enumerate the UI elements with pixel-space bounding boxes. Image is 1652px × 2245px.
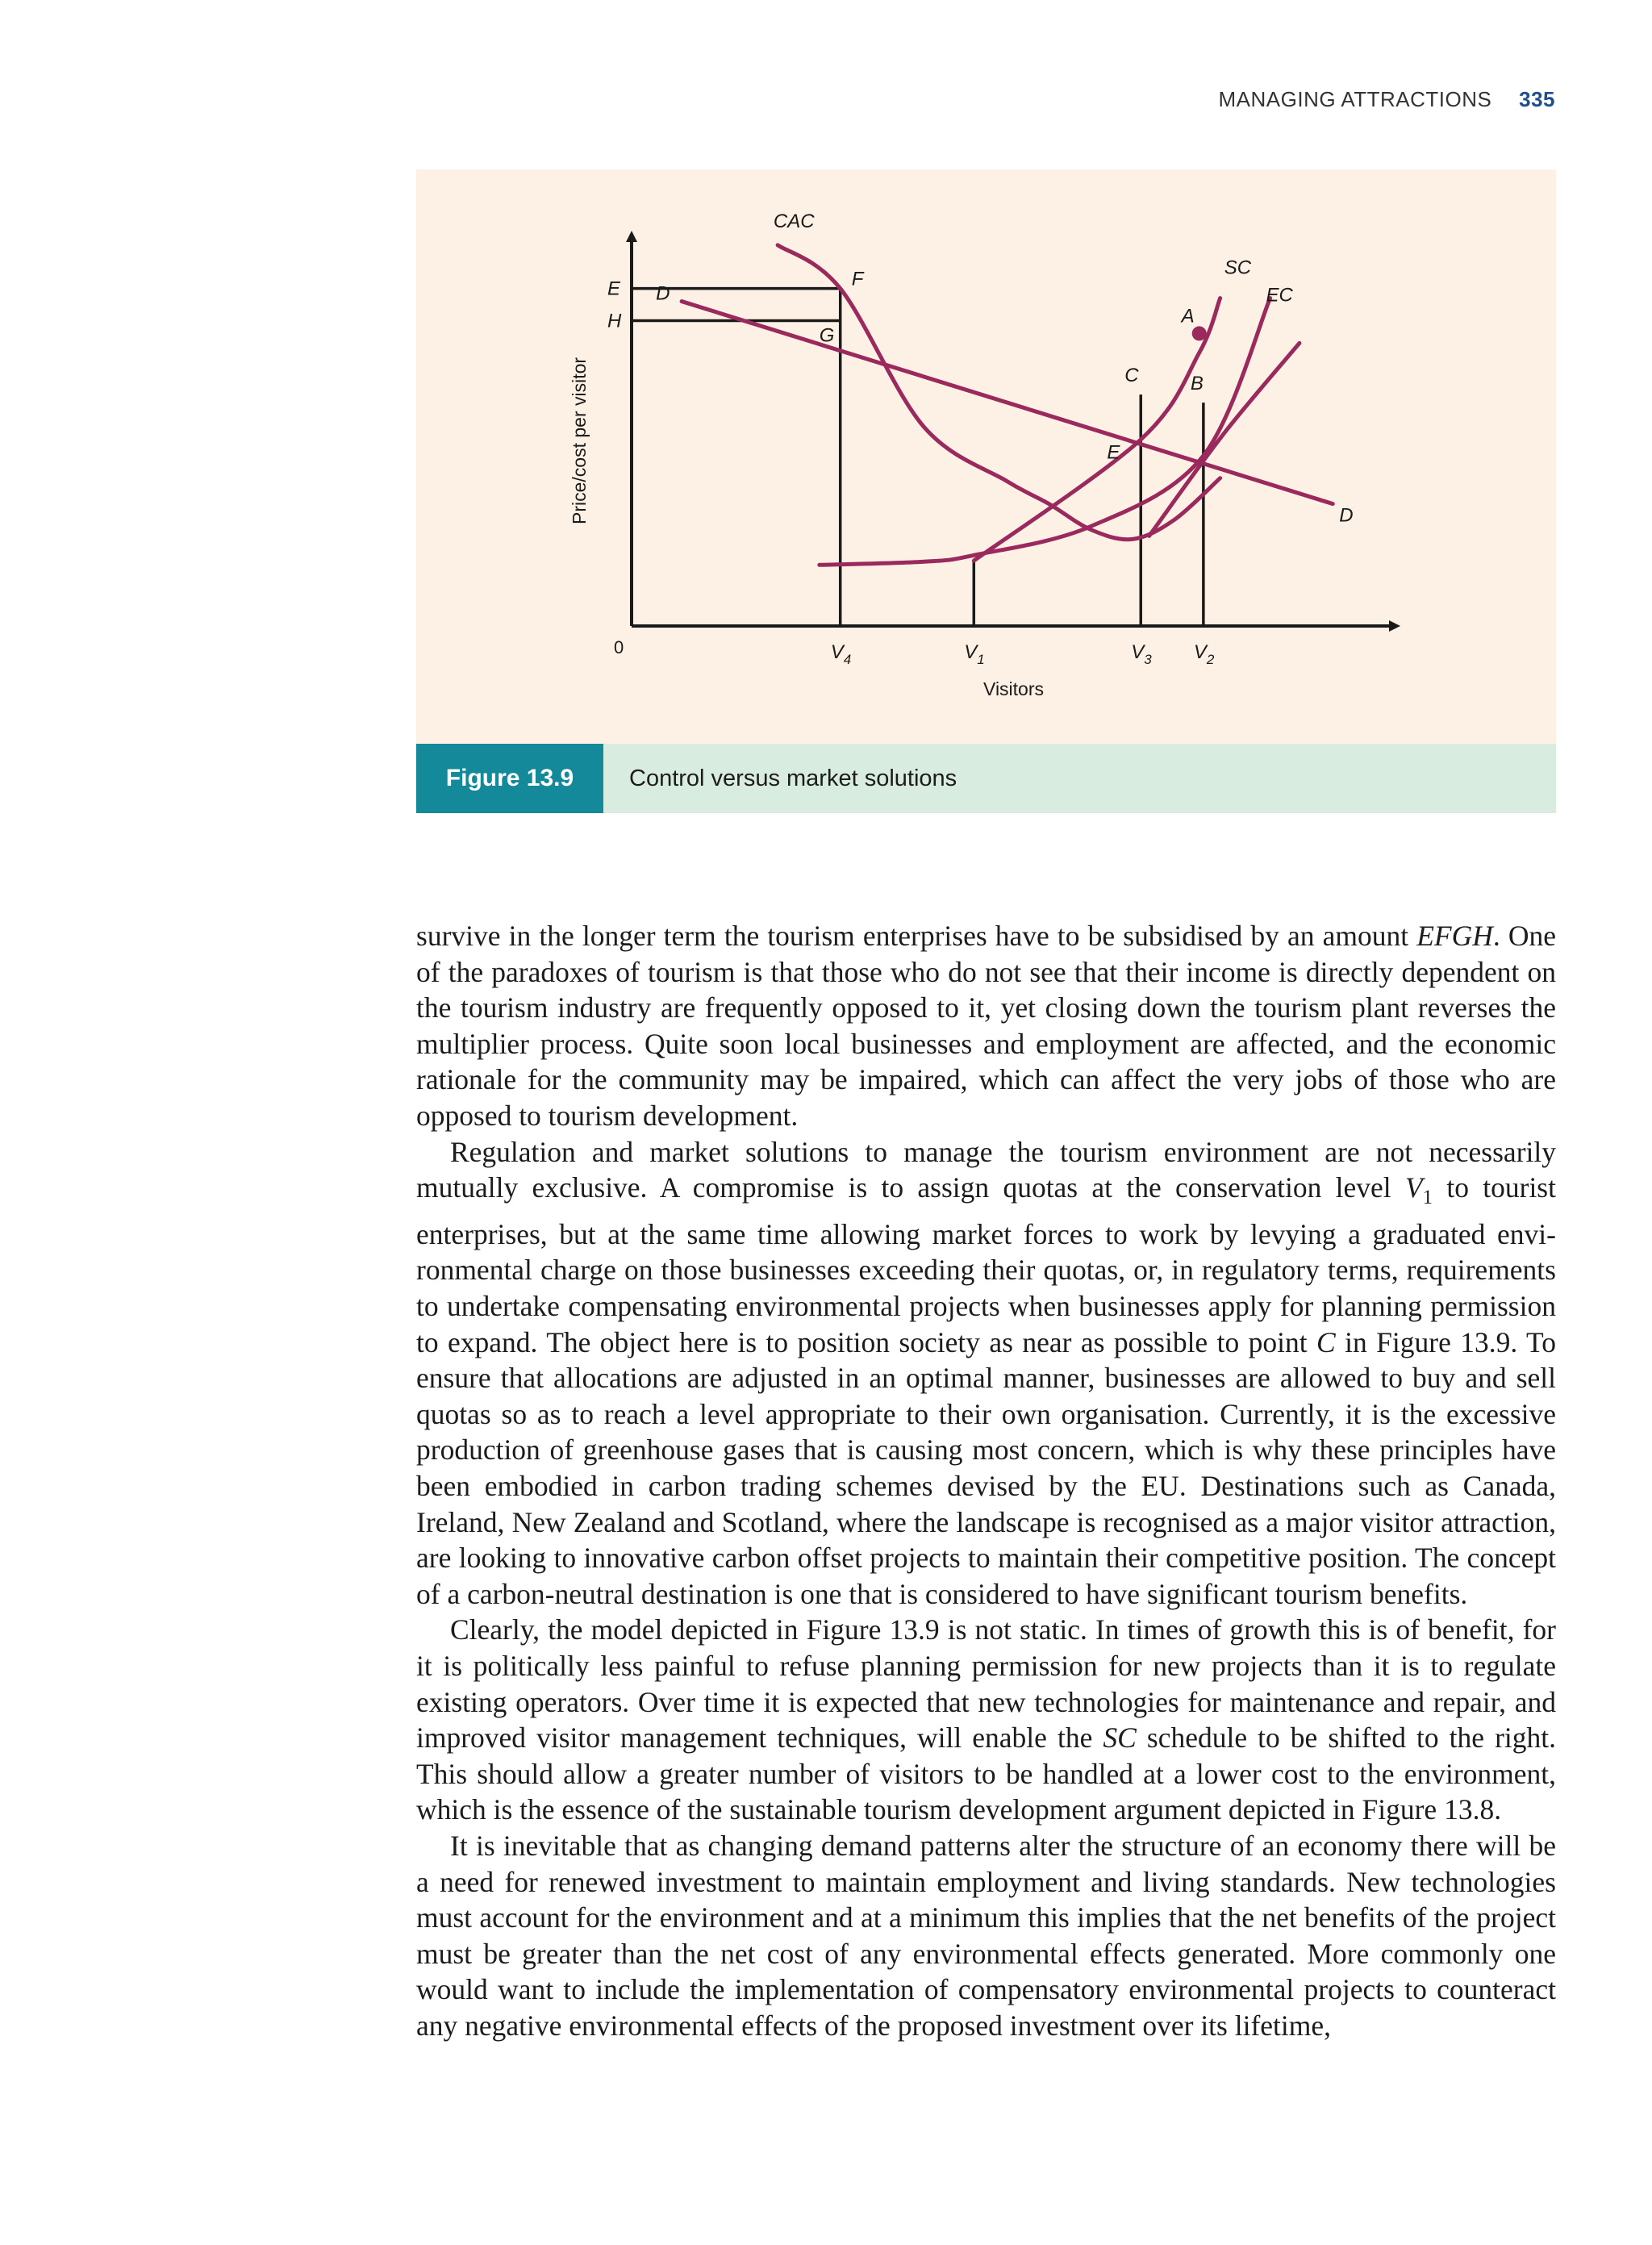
point-a-marker: [1192, 326, 1207, 340]
text-run: It is inevitable that as changing demand patterns alter the structure of an economy there will be a need for renewed investment to maintain employment and living standards. New technologies must account for the environment and at a minimum this implies that the net benefits of the project must be greater than the net cost of any environmental effects generated. More commonly one would want to include the implementation of compensatory environmental projects to counteract any negative environmental effects of the proposed investment over its lifetime,: [416, 1829, 1556, 2042]
tick-label-e: E: [607, 277, 621, 300]
text-run: 1: [1422, 1187, 1433, 1209]
point-label-a: A: [1181, 305, 1195, 328]
text-run: EFGH: [1416, 920, 1493, 952]
running-title: MANAGING ATTRACTIONS: [1218, 87, 1492, 111]
figure-label: Figure 13.9: [416, 744, 603, 813]
text-run: C: [1316, 1325, 1336, 1358]
point-label-g: G: [819, 324, 835, 347]
page-number: 335: [1519, 87, 1555, 111]
chart: [416, 169, 1556, 744]
paragraph: [416, 918, 1556, 1134]
figure-caption: [416, 744, 1556, 813]
x-axis-label: Visitors: [983, 678, 1045, 699]
curve-label-ec: EC: [1266, 284, 1293, 307]
paragraph: [416, 1134, 1556, 1613]
point-label-e: E: [1107, 441, 1120, 464]
text-run: . One of the paradoxes of tourism is that those who do not see that their income is directly dependent on the tourism industry are frequently opposed to it, yet closing down the tourism plant reverses the multiplier process. Quite soon local businesses and employment are affected, and the economic rationale for the community may be impaired, which can affect the very jobs of those who are opposed to tourism development.: [416, 920, 1556, 1132]
text-run: survive in the longer term the tourism enterprises have to be subsidised by an amount: [416, 920, 1417, 952]
curve-label-sc: SC: [1224, 257, 1252, 279]
figure-panel: [416, 169, 1556, 744]
tick-label-h: H: [607, 310, 622, 332]
text-run: schedule to be shifted to the right. This should allow a greater number of visitors to be handled at a lower cost to the environment, which is the essence of the sustainable tourism development argument depicted in Figure 13.8.: [416, 1721, 1556, 1826]
origin-label: 0: [614, 637, 624, 657]
tick-label-v4: $V_4$: [830, 641, 852, 667]
text-run: in Figure 13.9. To ensure that allocations are adjusted in an optimal manner, businesses are allowed to buy and sell quotas so as to reach a level appropriate to their own organisation. Currently, it is the excessive production of greenhouse gases that is causing most concern, which is why these principles have been embodied in carbon trading schemes devised by the EU. Destinations such as Canada, Ireland, New Zealand and Scotland, where the landscape is recognised as a major visitor attraction, are looking to innovative carbon offset projects to maintain their competitive position. The concept of a carbon-neutral destination is one that is considered to have significant tourism benefits.: [416, 1325, 1556, 1610]
paragraph: [416, 1828, 1556, 2044]
point-label-b: B: [1190, 373, 1204, 395]
text-run: V: [1404, 1171, 1423, 1204]
point-label-f: F: [851, 268, 864, 290]
tick-label-v2: $V_2$: [1193, 641, 1215, 667]
point-label-d: D: [1339, 504, 1354, 527]
text-run: to tourist enterprises, but at the same time allowing market forces to work by levying a graduated environmental charge on those businesses exceeding their quotas, or, in regulatory terms, requirements to undertake compensating environmental projects when businesses apply for planning permission to expand. The object here is to position society as near as possible to point: [416, 1171, 1556, 1358]
series-d-curve: [682, 302, 1333, 504]
curve-label-cac: CAC: [773, 210, 815, 232]
series-shifted-curve: [1149, 343, 1299, 536]
text-run: Clearly, the model depicted in Figure 13.9 is not static. In times of growth this is of benefit, for it is politically less painful to refuse planning permission for new projects than it is to regulate existing operators. Over time it is expected that new technologies for maintenance and repair, and improved visitor management techniques, will enable the: [416, 1613, 1556, 1755]
running-head: [1219, 87, 1556, 112]
point-label-d: D: [656, 282, 670, 305]
point-label-c: C: [1124, 365, 1139, 387]
y-axis-label: Price/cost per visitor: [569, 357, 590, 524]
tick-label-v3: $V_3$: [1131, 641, 1152, 667]
body-text: [416, 918, 1556, 2044]
text-run: SC: [1103, 1721, 1137, 1755]
tick-label-v1: $V_1$: [964, 641, 985, 667]
text-run: Regulation and market solutions to manage the tourism environment are not necessarily mutually exclusive. A compromise is to assign quotas at the conservation level: [416, 1135, 1556, 1204]
figure-caption-text: Control versus market solutions: [629, 765, 957, 791]
paragraph: [416, 1612, 1556, 1828]
